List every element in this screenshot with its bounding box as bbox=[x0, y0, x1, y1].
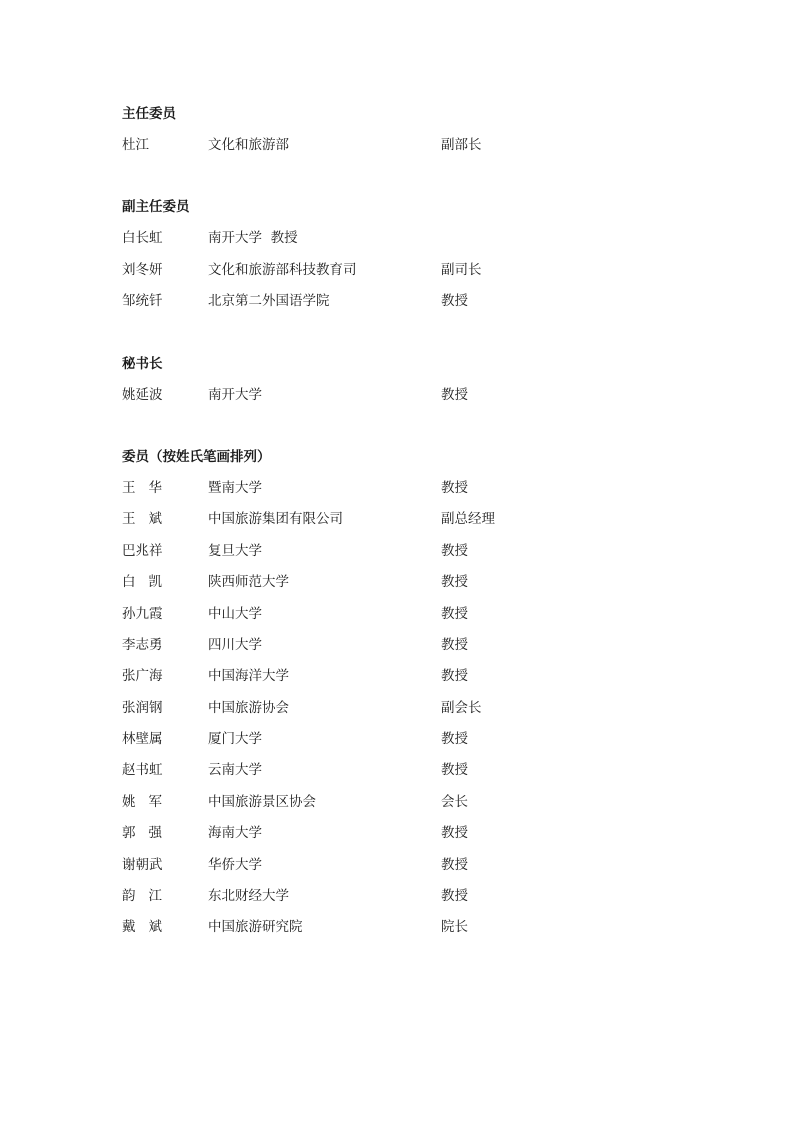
member-name: 谢朝武 bbox=[122, 856, 163, 873]
member-name: 李志勇 bbox=[122, 636, 163, 653]
member-row bbox=[122, 290, 682, 321]
member-title: 教授 bbox=[441, 293, 468, 310]
member-org: 海南大学 bbox=[208, 825, 262, 842]
member-org: 中山大学 bbox=[208, 605, 262, 622]
member-title bbox=[441, 227, 561, 249]
member-org: 复旦大学 bbox=[208, 542, 262, 559]
member-name: 张润钢 bbox=[122, 699, 163, 716]
member-title: 教授 bbox=[441, 574, 468, 591]
member-row bbox=[122, 697, 682, 728]
member-org: 中国旅游景区协会 bbox=[208, 793, 316, 810]
member-row bbox=[122, 916, 682, 947]
member-row bbox=[122, 477, 682, 508]
member-title: 教授 bbox=[441, 668, 468, 685]
member-org: 中国旅游研究院 bbox=[208, 919, 303, 936]
member-org: 云南大学 bbox=[208, 762, 262, 779]
section-heading: 副主任委员 bbox=[122, 199, 190, 216]
section-members bbox=[122, 446, 682, 948]
member-title: 副部长 bbox=[441, 137, 482, 153]
member-org: 文化和旅游部 bbox=[208, 137, 289, 153]
member-name: 郭强 bbox=[122, 825, 175, 842]
member-name: 戴斌 bbox=[122, 919, 175, 936]
section-heading: 秘书长 bbox=[122, 355, 163, 372]
member-row bbox=[122, 791, 682, 822]
member-org: 暨南大学 bbox=[208, 479, 262, 496]
member-org: 南开大学 教授 bbox=[208, 230, 298, 247]
member-title: 副司长 bbox=[441, 261, 482, 278]
member-title: 教授 bbox=[441, 479, 468, 496]
member-title: 教授 bbox=[441, 605, 468, 622]
member-row bbox=[122, 540, 682, 571]
member-row bbox=[122, 665, 682, 696]
member-name: 王斌 bbox=[122, 511, 175, 528]
member-title: 教授 bbox=[441, 825, 468, 842]
member-title: 副会长 bbox=[441, 699, 482, 716]
member-row bbox=[122, 603, 682, 634]
member-row bbox=[122, 134, 682, 165]
member-row bbox=[122, 508, 682, 539]
member-title: 教授 bbox=[441, 856, 468, 873]
member-row bbox=[122, 854, 682, 885]
member-row bbox=[122, 634, 682, 665]
member-name: 杜江 bbox=[122, 137, 149, 153]
member-org: 中国海洋大学 bbox=[208, 668, 289, 685]
member-name: 刘冬妍 bbox=[122, 261, 163, 278]
member-title: 会长 bbox=[441, 793, 468, 810]
member-name: 孙九霞 bbox=[122, 605, 163, 622]
member-name: 姚军 bbox=[122, 793, 175, 810]
member-org: 厦门大学 bbox=[208, 731, 262, 748]
member-title: 教授 bbox=[441, 386, 468, 403]
section-heading: 主任委员 bbox=[122, 106, 176, 122]
section-heading: 委员（按姓氏笔画排列） bbox=[122, 448, 271, 465]
member-name: 赵书虹 bbox=[122, 762, 163, 779]
member-name: 林壁属 bbox=[122, 731, 163, 748]
member-name: 巴兆祥 bbox=[122, 542, 163, 559]
member-org: 北京第二外国语学院 bbox=[208, 293, 330, 310]
member-row bbox=[122, 259, 682, 290]
member-row bbox=[122, 571, 682, 602]
committee-list bbox=[122, 103, 682, 948]
member-title: 教授 bbox=[441, 636, 468, 653]
member-title: 院长 bbox=[441, 919, 468, 936]
member-org: 华侨大学 bbox=[208, 856, 262, 873]
member-row bbox=[122, 885, 682, 916]
member-title: 教授 bbox=[441, 542, 468, 559]
section-chair bbox=[122, 103, 682, 165]
member-name: 白凯 bbox=[122, 574, 175, 591]
member-org: 四川大学 bbox=[208, 636, 262, 653]
member-row bbox=[122, 759, 682, 790]
member-name: 王华 bbox=[122, 479, 175, 496]
member-org: 文化和旅游部科技教育司 bbox=[208, 261, 357, 278]
section-vice-chairs bbox=[122, 196, 682, 321]
member-org: 东北财经大学 bbox=[208, 888, 289, 905]
member-title: 教授 bbox=[441, 731, 468, 748]
member-row bbox=[122, 728, 682, 759]
member-org: 南开大学 bbox=[208, 386, 262, 403]
member-name: 姚延波 bbox=[122, 386, 163, 403]
member-title: 教授 bbox=[441, 762, 468, 779]
member-title: 副总经理 bbox=[441, 511, 495, 528]
member-row bbox=[122, 822, 682, 853]
member-name: 白长虹 bbox=[122, 230, 163, 247]
member-org: 中国旅游集团有限公司 bbox=[208, 511, 343, 528]
member-title: 教授 bbox=[441, 888, 468, 905]
member-row bbox=[122, 227, 682, 258]
member-name: 韵江 bbox=[122, 888, 175, 905]
section-secretary-general bbox=[122, 353, 682, 415]
member-org: 中国旅游协会 bbox=[208, 699, 289, 716]
member-name: 张广海 bbox=[122, 668, 163, 685]
member-name: 邹统钎 bbox=[122, 293, 163, 310]
member-row bbox=[122, 384, 682, 415]
member-org: 陕西师范大学 bbox=[208, 574, 289, 591]
